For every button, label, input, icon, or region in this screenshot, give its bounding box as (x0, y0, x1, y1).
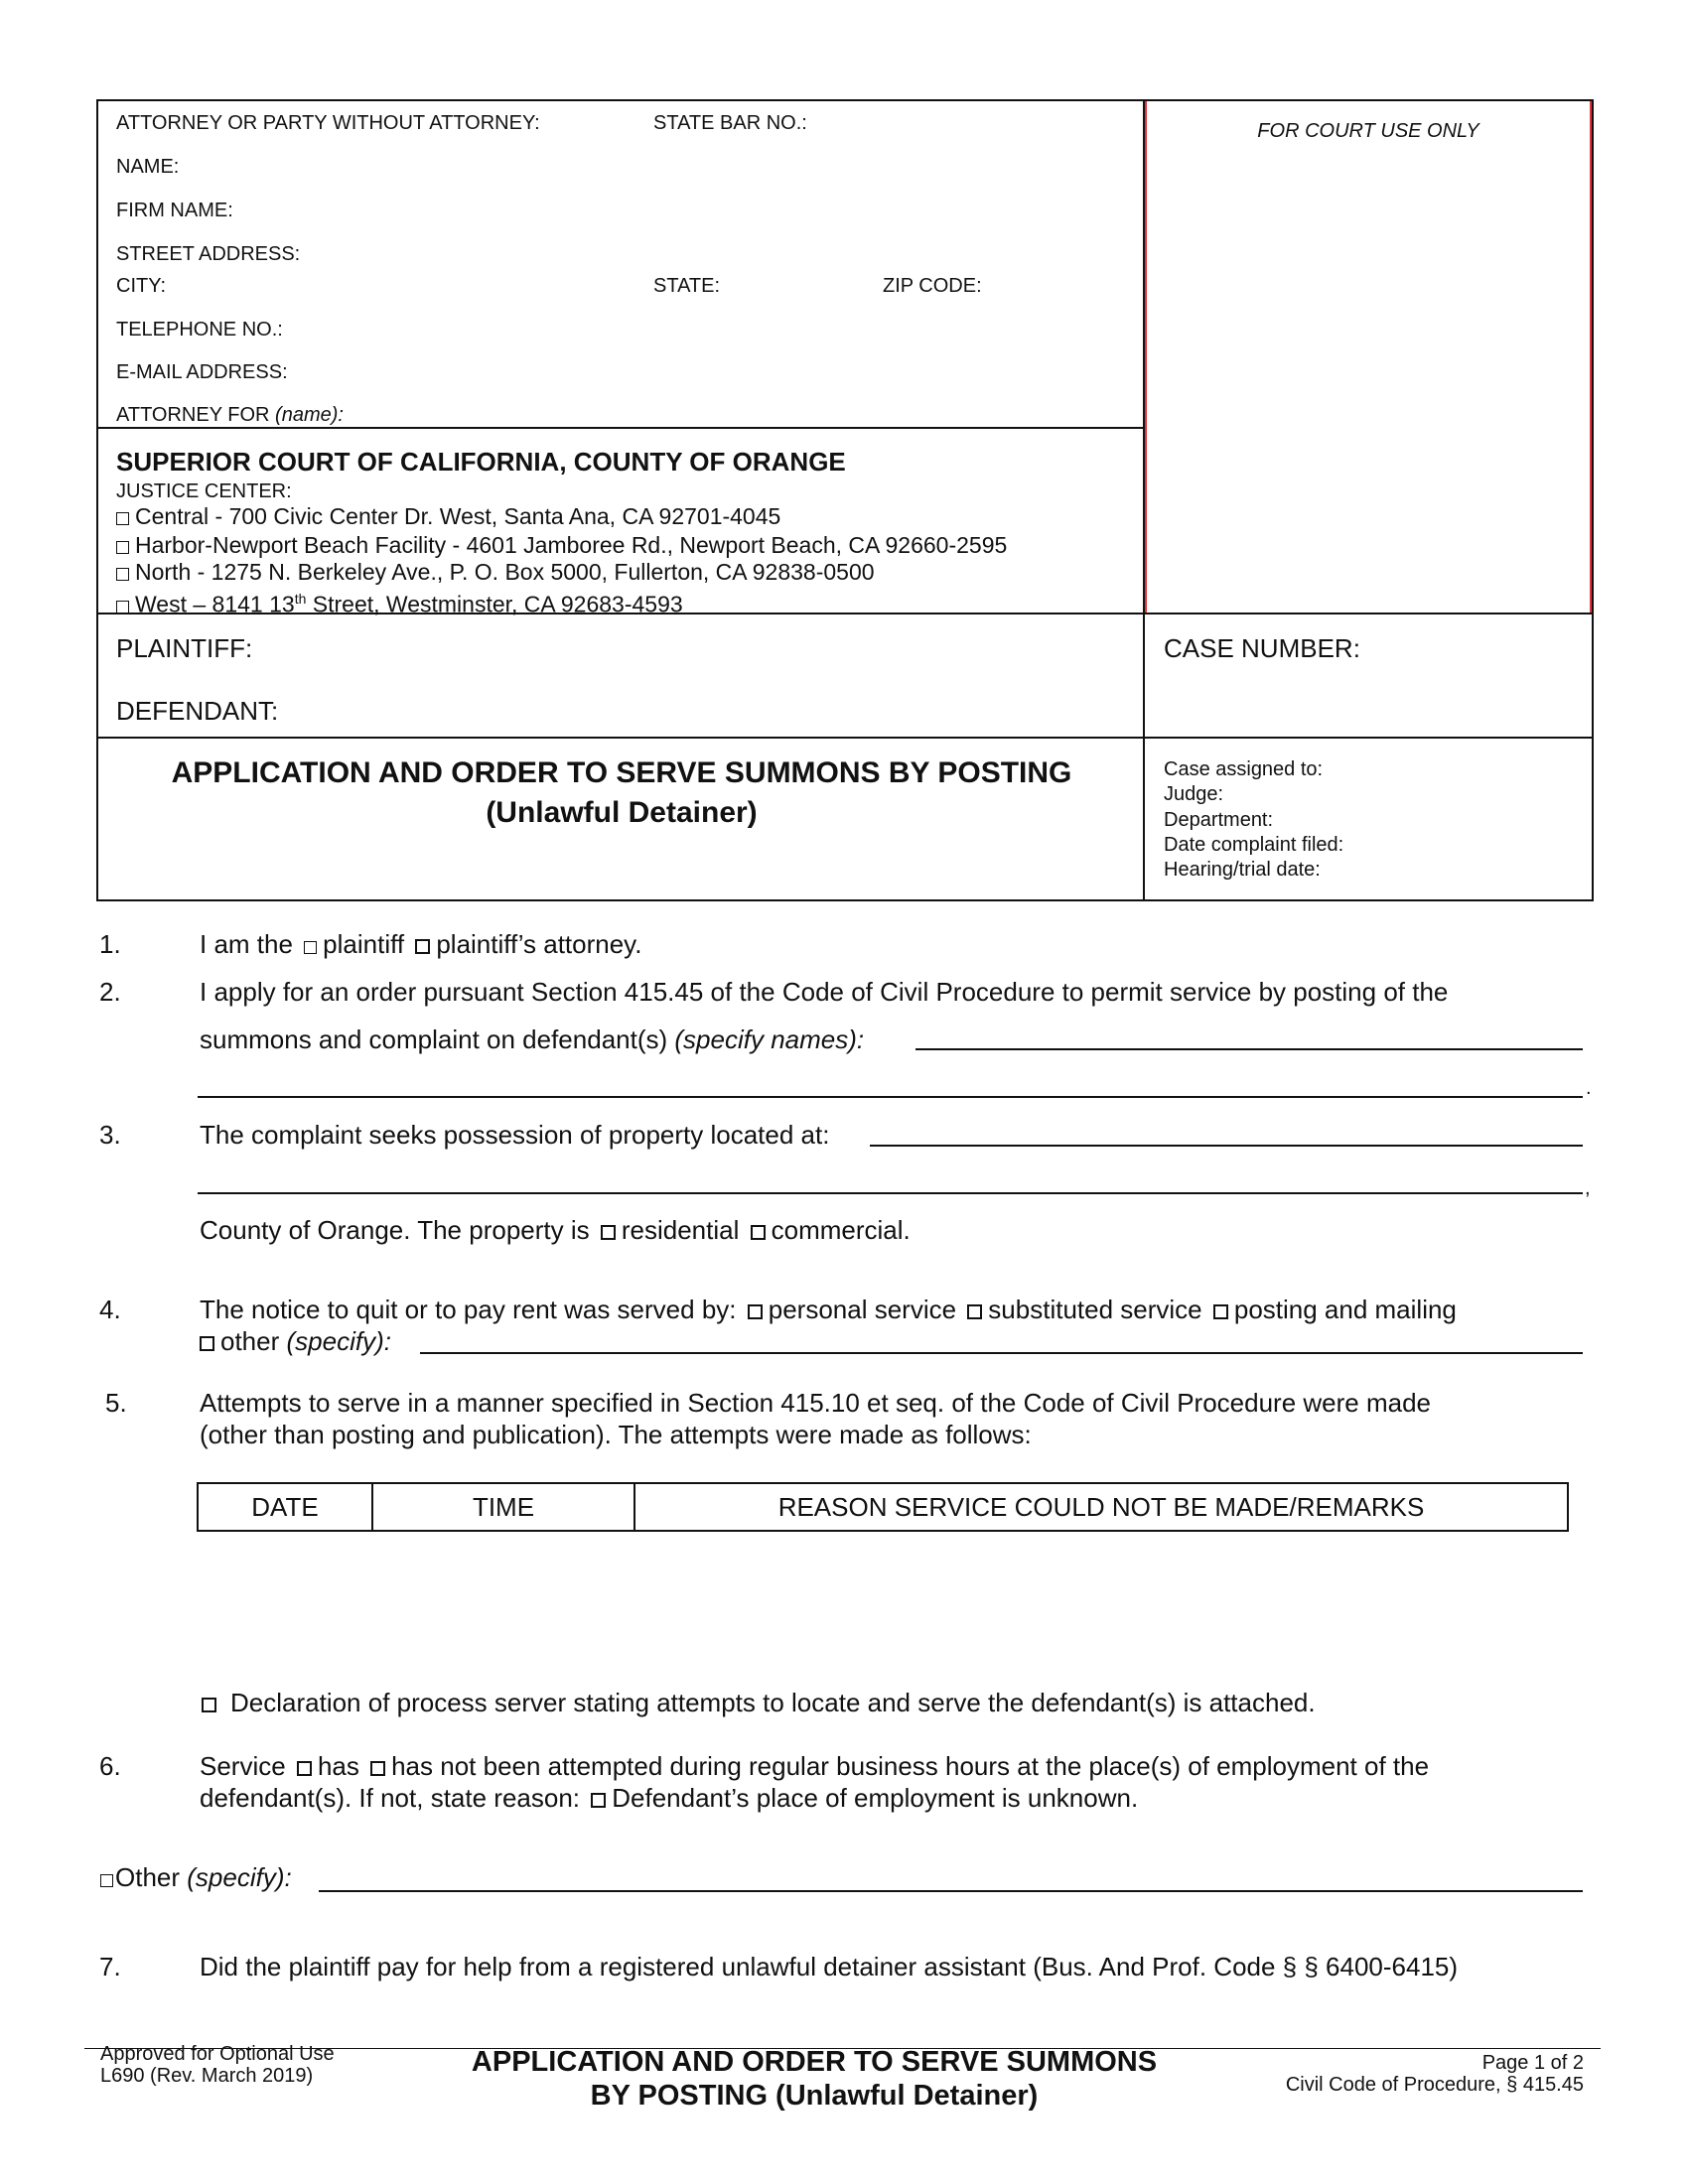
checkbox-plaintiffs-attorney[interactable] (415, 939, 430, 954)
checkbox-posting-mailing[interactable] (1213, 1304, 1228, 1319)
footer-title-line1: APPLICATION AND ORDER TO SERVE SUMMONS (471, 2046, 1158, 2078)
item-4-prefix: The notice to quit or to pay rent was served by: (200, 1295, 737, 1324)
property-address-field-1[interactable] (870, 1145, 1583, 1147)
center-harbor (116, 532, 1007, 559)
checkbox-personal-service[interactable] (748, 1304, 763, 1319)
attorney-label: ATTORNEY OR PARTY WITHOUT ATTORNEY: (116, 112, 540, 134)
checkbox-commercial[interactable] (751, 1225, 766, 1240)
item-4-personal: personal service (768, 1295, 957, 1324)
item-2-period: . (1586, 1077, 1592, 1099)
defendant-label: DEFENDANT: (116, 696, 279, 726)
attorney-for-hint: (name): (275, 404, 344, 426)
form-title-line2: (Unlawful Detainer) (486, 796, 758, 829)
item-1-number: 1. (99, 929, 121, 959)
item-7-number: 7. (99, 1952, 121, 1981)
department-label: Department: (1164, 809, 1274, 831)
checkbox-other[interactable] (100, 1874, 113, 1887)
state-bar-label: STATE BAR NO.: (653, 112, 807, 134)
item-6-reason-label: defendant(s). If not, state reason: (200, 1783, 581, 1813)
plaintiff-label: PLAINTIFF: (116, 633, 253, 663)
parties-section-bottom (96, 737, 1594, 739)
item-2-line2 (200, 1024, 864, 1054)
name-label: NAME: (116, 156, 180, 178)
item-5-line1: Attempts to serve in a manner specified in Section 415.10 et seq. of the Code of Civil Procedure were made (200, 1388, 1432, 1418)
defendant-names-field-2[interactable] (198, 1096, 1583, 1098)
checkbox-west[interactable] (116, 601, 129, 614)
court-use-red-right (1590, 101, 1592, 614)
footer-approved: Approved for Optional Use (100, 2043, 335, 2065)
item-3-commercial: commercial. (771, 1215, 911, 1245)
form-title-line1: APPLICATION AND ORDER TO SERVE SUMMONS BY POSTING (171, 756, 1072, 789)
checkbox-substituted-service[interactable] (967, 1304, 982, 1319)
zip-label: ZIP CODE: (883, 275, 982, 297)
item-2-hint: (specify names): (674, 1024, 865, 1054)
checkbox-harbor[interactable] (116, 541, 129, 554)
checkbox-service-has-not[interactable] (370, 1761, 385, 1776)
checkbox-service-has[interactable] (297, 1761, 312, 1776)
court-use-red-left (1145, 101, 1147, 614)
complaint-filed-label: Date complaint filed: (1164, 834, 1344, 856)
defendant-names-field-1[interactable] (915, 1048, 1583, 1050)
center-west-suffix: Street, Westminster, CA 92683-4593 (306, 591, 683, 617)
firm-label: FIRM NAME: (116, 200, 233, 221)
item-3-county (200, 1215, 911, 1245)
item-3-line1: The complaint seeks possession of property located at: (200, 1120, 830, 1150)
court-use-label: FOR COURT USE ONLY (1257, 120, 1479, 142)
item-4-other: other (220, 1326, 280, 1356)
case-number-label: CASE NUMBER: (1164, 633, 1360, 663)
item-4-substituted: substituted service (988, 1295, 1202, 1324)
other-line (100, 1862, 292, 1892)
center-harbor-text: Harbor-Newport Beach Facility - 4601 Jamboree Rd., Newport Beach, CA 92660-2595 (135, 532, 1008, 558)
judge-label: Judge: (1164, 783, 1224, 805)
checkbox-north[interactable] (116, 568, 129, 581)
item-6-number: 6. (99, 1751, 121, 1781)
item-4-hint: (specify): (286, 1326, 391, 1356)
checkbox-other-service[interactable] (200, 1336, 214, 1351)
center-west-sup: th (294, 591, 307, 607)
item-3-comma: , (1585, 1177, 1591, 1199)
item-4-posting: posting and mailing (1233, 1295, 1457, 1324)
item-3-county-text: County of Orange. The property is (200, 1215, 590, 1245)
checkbox-declaration[interactable] (202, 1698, 216, 1712)
center-north-text: North - 1275 N. Berkeley Ave., P. O. Box 5000, Fullerton, CA 92838-0500 (135, 559, 875, 585)
city-label: CITY: (116, 275, 167, 297)
footer-page: Page 1 of 2 (1481, 2052, 1584, 2074)
checkbox-plaintiff[interactable] (304, 941, 317, 954)
center-central (116, 503, 780, 530)
declaration-text: Declaration of process server stating attempts to locate and serve the defendant(s) is attached. (230, 1688, 1316, 1717)
item-5-number: 5. (105, 1388, 127, 1418)
item-6-line2 (200, 1783, 1138, 1813)
center-north (116, 559, 875, 586)
center-west-text: West – 8141 13 (135, 591, 295, 617)
item-6-prefix: Service (200, 1751, 286, 1781)
item-4-number: 4. (99, 1295, 121, 1324)
state-label: STATE: (653, 275, 721, 297)
hearing-date-label: Hearing/trial date: (1164, 859, 1321, 881)
other-hint: (specify): (187, 1862, 292, 1892)
item-4-line1 (200, 1295, 1457, 1324)
footer-title-line2: BY POSTING (Unlawful Detainer) (590, 2080, 1039, 2112)
court-title: SUPERIOR COURT OF CALIFORNIA, COUNTY OF ORANGE (116, 447, 846, 477)
item-1-prefix: I am the (200, 929, 293, 959)
case-assigned-label: Case assigned to: (1164, 758, 1324, 780)
item-6-has-not: has not been attempted during regular business hours at the place(s) of employment of the (391, 1751, 1430, 1781)
table-header-time: TIME (472, 1492, 535, 1522)
checkbox-employment-unknown[interactable] (591, 1793, 606, 1808)
item-2-number: 2. (99, 977, 121, 1007)
declaration-line (202, 1688, 1316, 1717)
footer-form-number: L690 (Rev. March 2019) (100, 2065, 314, 2087)
footer-code: Civil Code of Procedure, § 415.45 (1285, 2074, 1584, 2096)
item-2-line1: I apply for an order pursuant Section 415.45 of the Code of Civil Procedure to permit service by posting of the (200, 977, 1449, 1007)
other-specify-field[interactable] (319, 1890, 1583, 1892)
checkbox-residential[interactable] (601, 1225, 616, 1240)
item-3-residential: residential (621, 1215, 740, 1245)
item-5-line2: (other than posting and publication). The attempts were made as follows: (200, 1420, 1032, 1449)
item-1-plaintiff: plaintiff (323, 929, 405, 959)
item-2-text: summons and complaint on defendant(s) (200, 1024, 668, 1054)
property-address-field-2[interactable] (198, 1192, 1583, 1194)
street-label: STREET ADDRESS: (116, 243, 301, 265)
attorney-for-text: ATTORNEY FOR (116, 404, 270, 426)
checkbox-central[interactable] (116, 512, 129, 525)
table-header-date: DATE (251, 1492, 319, 1522)
center-central-text: Central - 700 Civic Center Dr. West, Santa Ana, CA 92701-4045 (135, 503, 781, 529)
phone-label: TELEPHONE NO.: (116, 319, 283, 341)
attorney-section-bottom (96, 427, 1145, 429)
item-3-number: 3. (99, 1120, 121, 1150)
item-6-has: has (317, 1751, 359, 1781)
other-label: Other (115, 1862, 181, 1892)
item-6-line1 (200, 1751, 1429, 1781)
item-6-unknown: Defendant’s place of employment is unknown. (612, 1783, 1139, 1813)
table-header-reason: REASON SERVICE COULD NOT BE MADE/REMARKS (777, 1492, 1425, 1522)
email-label: E-MAIL ADDRESS: (116, 361, 288, 383)
center-west (116, 586, 683, 618)
item-4-line2 (200, 1326, 391, 1356)
attorney-for-label (116, 403, 344, 427)
other-service-field[interactable] (420, 1352, 1583, 1354)
justice-center-label: JUSTICE CENTER: (116, 480, 292, 502)
item-1 (200, 929, 641, 959)
item-1-attorney: plaintiff’s attorney. (436, 929, 642, 959)
item-7-text: Did the plaintiff pay for help from a registered unlawful detainer assistant (Bus. And Prof. Code § § 6400-6415) (200, 1952, 1459, 1981)
